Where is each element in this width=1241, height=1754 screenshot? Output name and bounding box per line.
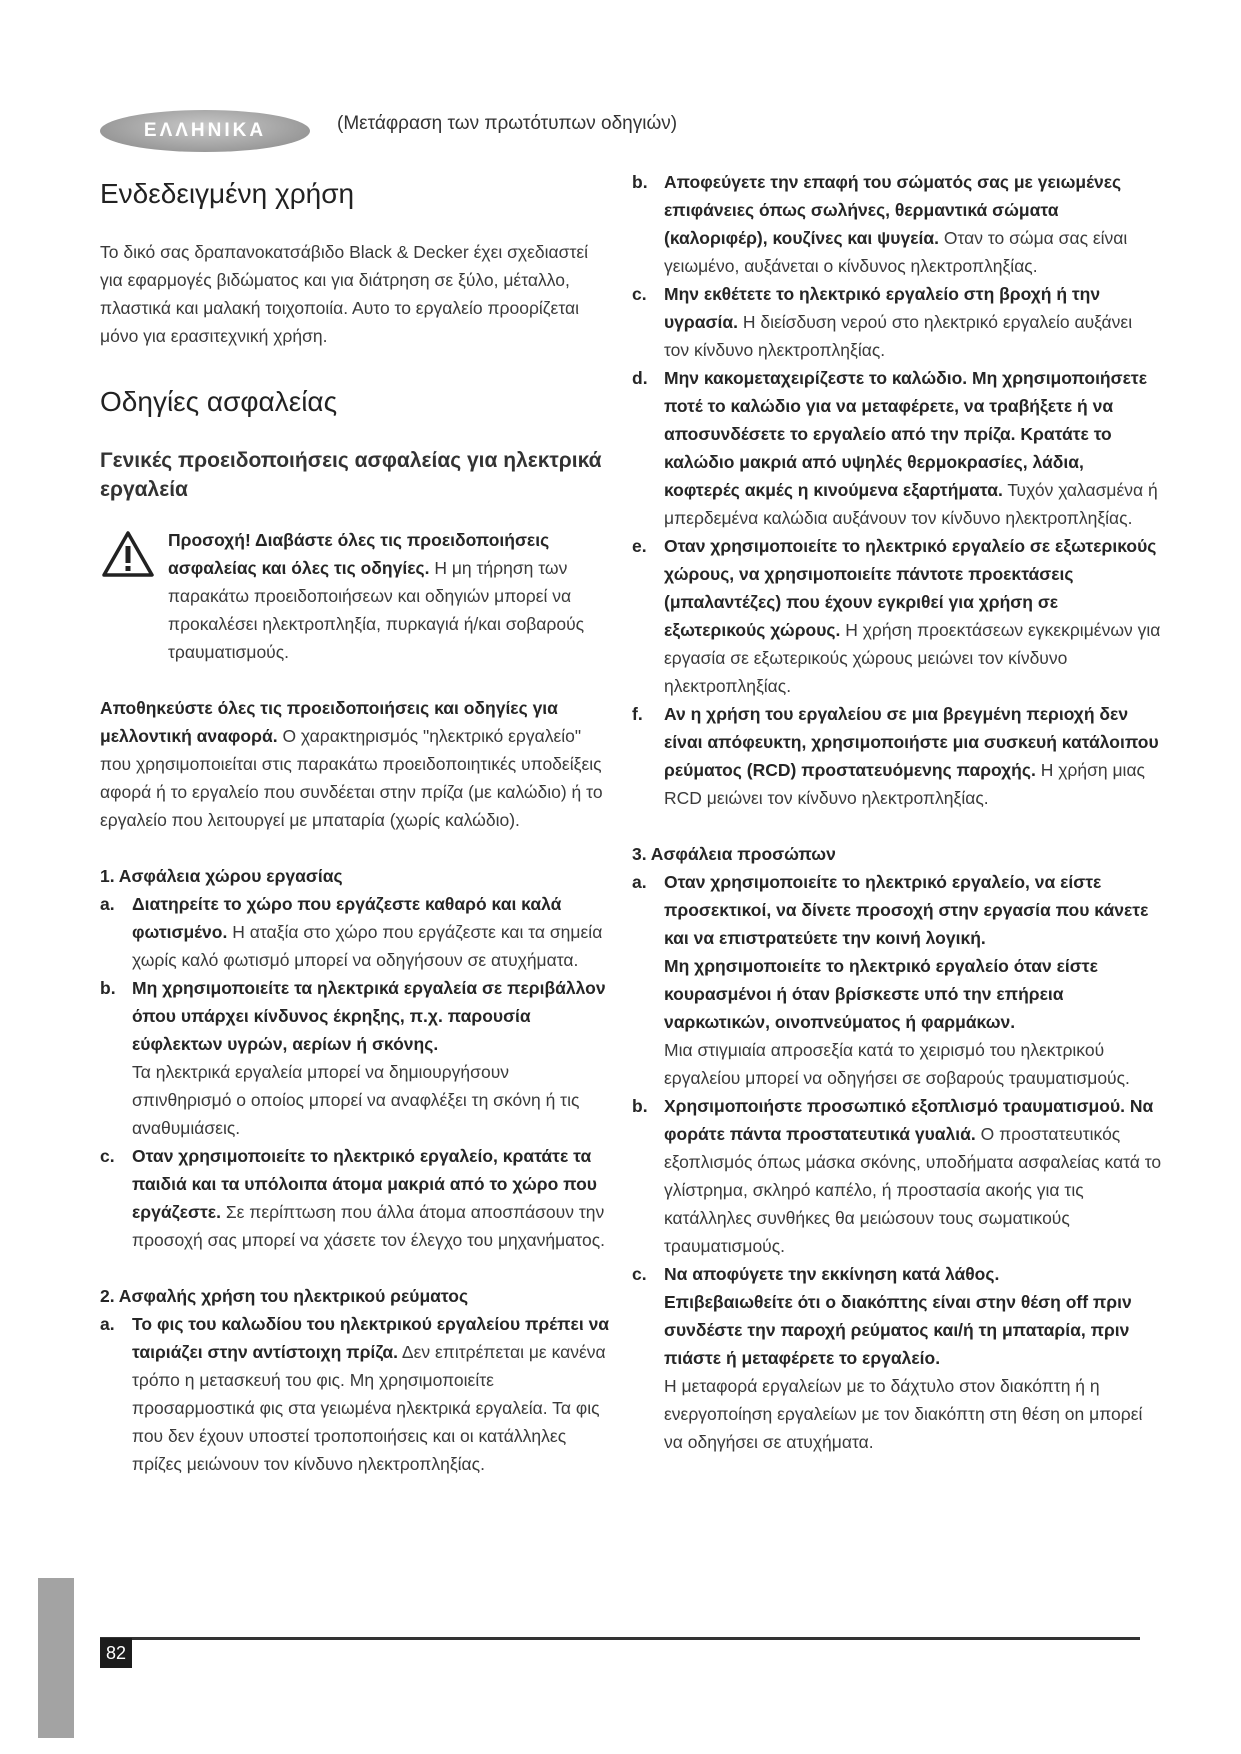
item-marker: b.	[632, 1096, 648, 1116]
item-text: Η μεταφορά εργαλείων με το δάχτυλο στον διακόπτη ή η ενεργοποίηση εργαλείων με τον διακόπτη στη θέση on μπορεί να οδηγήσει σε ατυχήματα.	[664, 1376, 1143, 1452]
list-item	[632, 1092, 1162, 1260]
save-instructions-bold: Αποθηκεύστε όλες τις προειδοποιήσεις και οδηγίες για μελλοντική αναφορά.	[100, 698, 558, 746]
item-marker: c.	[100, 1146, 115, 1166]
item-bold: Οταν χρησιμοποιείτε το ηλεκτρικό εργαλείο σε εξωτερικούς χώρους, να χρησιμοποιείτε πάντοτε προεκτάσεις (μπαλαντέζες) που έχουν εγκριθεί για χρήση σε εξωτερικούς χώρους.	[664, 536, 1157, 640]
save-instructions-text: Ο χαρακτηρισμός "ηλεκτρικό εργαλείο" που χρησιμοποιείται στις παρακάτω προειδοποιητικές υποδείξεις αφορά ή το εργαλείο που συνδέεται στην πρίζα (με καλώδιο) ή το εργαλείο που λειτουργεί με μπαταρία (χωρίς καλώδιο).	[100, 726, 603, 830]
warning-block	[100, 526, 610, 666]
item-marker: b.	[632, 172, 648, 192]
list-item	[100, 974, 610, 1142]
intended-use-text: Το δικό σας δραπανοκατσάβιδο Black & Decker έχει σχεδιαστεί για εφαρμογές βιδώματος και για διάτρηση σε ξύλο, μέταλλο, πλαστικά και μαλακή τοιχοποιία. Αυτο το εργαλείο προορίζεται μόνο για ερασιτεχνική χρήση.	[100, 242, 589, 346]
warning-bold: Προσοχή! Διαβάστε όλες τις προειδοποιήσεις ασφαλείας και όλες τις οδηγίες.	[168, 530, 550, 578]
item-bold: Επιβεβαιωθείτε ότι ο διακόπτης είναι στην θέση off πριν συνδέστε την παροχή ρεύματος και/ή τη μπαταρία, πριν πιάστε ή μεταφέρετε το εργαλείο.	[664, 1292, 1132, 1368]
left-column	[100, 168, 610, 1478]
list-item	[100, 1142, 610, 1254]
item-text: Τυχόν χαλασμένα ή μπερδεμένα καλώδια αυξάνουν τον κίνδυνο ηλεκτροπληξίας.	[664, 480, 1158, 528]
item-bold: Μην εκθέτετε το ηλεκτρικό εργαλείο στη βροχή ή την υγρασία.	[664, 284, 1101, 332]
item-text: Μια στιγμιαία απροσεξία κατά το χειρισμό του ηλεκτρικού εργαλείου μπορεί να οδηγήσει σε σοβαρούς τραυματισμούς.	[664, 1040, 1130, 1088]
item-marker: b.	[100, 978, 116, 998]
item-text: Η αταξία στο χώρο που εργάζεστε και τα σημεία χωρίς καλό φωτισμό μπορεί να οδηγήσουν σε ατυχήματα.	[132, 922, 603, 970]
item-bold: Το φις του καλωδίου του ηλεκτρικού εργαλείου πρέπει να ταιριάζει στην αντίστοιχη πρίζα.	[132, 1314, 610, 1362]
item-text: Δεν επιτρέπεται με κανένα τρόπο η μετασκευή του φις. Μη χρησιμοποιείτε προσαρμοστικά φις στα γειωμένα ηλεκτρικά εργαλεία. Τα φις που δεν έχουν υποστεί τροποποιήσεις και οι κατάλληλες πρίζες μειώνουν τον κίνδυνο ηλεκτροπληξίας.	[132, 1342, 606, 1474]
list-item	[100, 1310, 610, 1478]
safety-title: Οδηγίες ασφαλείας	[100, 386, 338, 417]
list-item	[100, 890, 610, 974]
personal-safety-heading: 3. Ασφάλεια προσώπων	[632, 844, 836, 864]
item-bold: Αποφεύγετε την επαφή του σώματός σας με γειωμένες επιφάνειες όπως σωλήνες, θερμαντικά σώματα (καλοριφέρ), κουζίνες και ψυγεία.	[664, 172, 1122, 248]
translation-note: (Μετάφραση των πρωτότυπων οδηγιών)	[337, 113, 678, 134]
item-text: Τα ηλεκτρικά εργαλεία μπορεί να δημιουργήσουν σπινθηρισμό ο οποίος μπορεί να αναφλέξει τη σκόνη ή τις αναθυμιάσεις.	[132, 1062, 580, 1138]
general-warnings-title: Γενικές προειδοποιήσεις ασφαλείας για ηλεκτρικά εργαλεία	[100, 449, 602, 501]
work-area-safety-heading: 1. Ασφάλεια χώρου εργασίας	[100, 866, 343, 886]
item-bold: Μη χρησιμοποιείτε το ηλεκτρικό εργαλείο όταν είστε κουρασμένοι ή όταν βρίσκεστε υπό την επήρεια ναρκωτικών, οινοπνεύματος ή φαρμάκων.	[664, 956, 1098, 1032]
item-bold: Να αποφύγετε την εκκίνηση κατά λάθος.	[664, 1264, 1000, 1284]
item-bold: Αν η χρήση του εργαλείου σε μια βρεγμένη περιοχή δεν είναι απόφευκτη, χρησιμοποιήστε μια συσκευή κατάλοιπου ρεύματος (RCD) προστατευόμενης παροχής.	[664, 704, 1159, 780]
item-marker: a.	[632, 872, 647, 892]
item-marker: c.	[632, 1264, 647, 1284]
page-number: 82	[100, 1638, 132, 1668]
list-item	[632, 700, 1162, 812]
item-text: Η χρήση προεκτάσεων εγκεκριμένων για εργασία σε εξωτερικούς χώρους μειώνει τον κίνδυνο ηλεκτροπληξίας.	[664, 620, 1161, 696]
intended-use-title: Ενδεδειγμένη χρήση	[100, 178, 355, 209]
list-item	[632, 280, 1162, 364]
item-marker: a.	[100, 1314, 115, 1334]
right-column	[632, 168, 1162, 1456]
item-marker: f.	[632, 704, 643, 724]
item-marker: d.	[632, 368, 648, 388]
item-bold: Οταν χρησιμοποιείτε το ηλεκτρικό εργαλείο, κρατάτε τα παιδιά και τα υπόλοιπα άτομα μακριά από το χώρο που εργάζεστε.	[132, 1146, 597, 1222]
list-item	[632, 1260, 1162, 1456]
list-item	[632, 364, 1162, 532]
list-item	[632, 168, 1162, 280]
item-text: Η χρήση μιας RCD μειώνει τον κίνδυνο ηλεκτροπληξίας.	[664, 760, 1145, 808]
item-marker: a.	[100, 894, 115, 914]
item-marker: e.	[632, 536, 647, 556]
list-item	[632, 532, 1162, 700]
language-badge: ΕΛΛΗΝΙΚΑ	[100, 110, 310, 152]
item-text: Οταν το σώμα σας είναι γειωμένο, αυξάνεται ο κίνδυνος ηλεκτροπληξίας.	[664, 228, 1128, 276]
item-bold: Μην κακομεταχειρίζεστε το καλώδιο. Μη χρησιμοποιήσετε ποτέ το καλώδιο για να μεταφέρετε, να τραβήξετε ή να αποσυνδέσετε το εργαλείο από την πρίζα. Κρατάτε το καλώδιο μακριά από υψηλές θερμοκρασίες, λάδια, κοφτερές ακμές η κινούμενα εξαρτήματα.	[664, 368, 1148, 500]
electrical-safety-heading: 2. Ασφαλής χρήση του ηλεκτρικού ρεύματος	[100, 1286, 469, 1306]
warning-triangle-icon	[102, 530, 154, 578]
item-text: Σε περίπτωση που άλλα άτομα αποσπάσουν την προσοχή σας μπορεί να χάσετε τον έλεγχο του μηχανήματος.	[132, 1202, 605, 1250]
item-bold: Οταν χρησιμοποιείτε το ηλεκτρικό εργαλείο, να είστε προσεκτικοί, να δίνετε προσοχή στην εργασία που κάνετε και να επιστρατεύετε την κοινή λογική.	[664, 872, 1149, 948]
list-item	[632, 868, 1162, 1092]
item-marker: c.	[632, 284, 647, 304]
item-text: Η διείσδυση νερού στο ηλεκτρικό εργαλείο αυξάνει τον κίνδυνο ηλεκτροπληξίας.	[664, 312, 1133, 360]
item-bold: Διατηρείτε το χώρο που εργάζεστε καθαρό και καλά φωτισμένο.	[132, 894, 562, 942]
footer-rule	[100, 1637, 1140, 1640]
item-bold: Μη χρησιμοποιείτε τα ηλεκτρικά εργαλεία σε περιβάλλον όπου υπάρχει κίνδυνος έκρηξης, π.χ. παρουσία εύφλεκτων υγρών, αερίων ή σκόνης.	[132, 978, 606, 1054]
warning-text: Η μη τήρηση των παρακάτω προειδοποιήσεων και οδηγιών μπορεί να προκαλέσει ηλεκτροπληξία, πυρκαγιά ή/και σοβαρούς τραυματισμούς.	[168, 558, 585, 662]
item-text: Ο προστατευτικός εξοπλισμός όπως μάσκα σκόνης, υποδήματα ασφαλείας κατά το γλίστρημα, σκληρό καπέλο, ή προστασία ακοής για τις κατάλληλες συνθήκες θα μειώσουν τους σωματικούς τραυματισμούς.	[664, 1124, 1162, 1256]
margin-tab	[38, 1578, 74, 1738]
item-bold: Χρησιμοποιήστε προσωπικό εξοπλισμό τραυματισμού. Να φοράτε πάντα προστατευτικά γυαλιά.	[664, 1096, 1154, 1144]
